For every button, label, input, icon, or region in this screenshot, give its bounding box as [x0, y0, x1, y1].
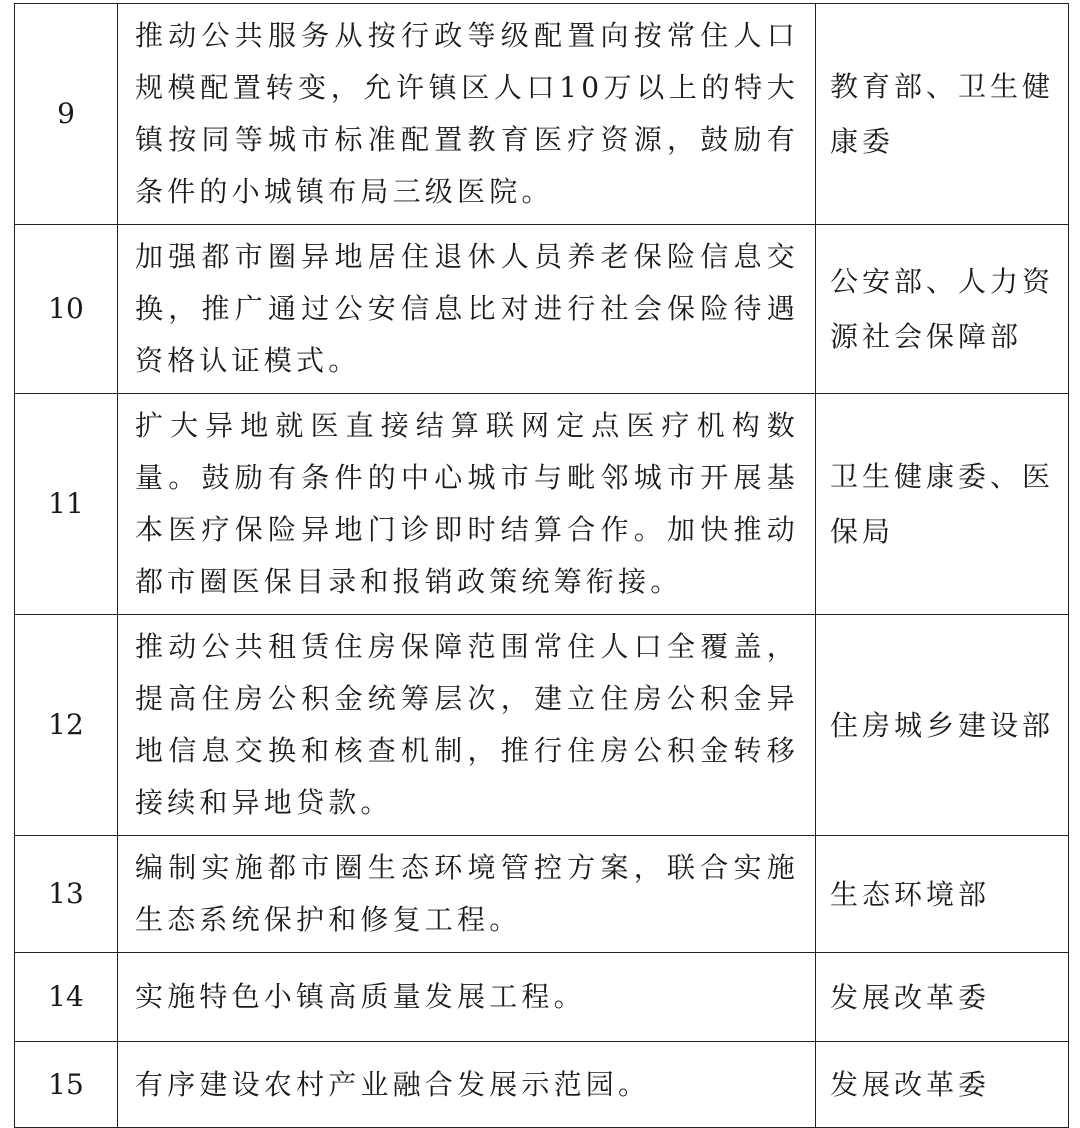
table-row — [15, 1042, 1069, 1128]
responsible-department: 生态环境部 — [816, 836, 1069, 953]
responsible-department: 公安部、人力资源社会保障部 — [816, 225, 1069, 394]
responsible-department: 发展改革委 — [816, 1042, 1069, 1128]
table-row — [15, 4, 1069, 225]
task-description: 扩大异地就医直接结算联网定点医疗机构数量。鼓励有条件的中心城市与毗邻城市开展基本医疗保险异地门诊即时结算合作。加快推动都市圈医保目录和报销政策统筹衔接。 — [118, 394, 816, 615]
table-row — [15, 225, 1069, 394]
table-row — [15, 836, 1069, 953]
table-row — [15, 394, 1069, 615]
task-description: 有序建设农村产业融合发展示范园。 — [118, 1042, 816, 1128]
task-table — [14, 3, 1069, 1128]
task-description: 推动公共服务从按行政等级配置向按常住人口规模配置转变，允许镇区人口10万以上的特大镇按同等城市标准配置教育医疗资源，鼓励有条件的小城镇布局三级医院。 — [118, 4, 816, 225]
table-row — [15, 953, 1069, 1042]
row-number: 10 — [15, 225, 118, 394]
task-description: 加强都市圈异地居住退休人员养老保险信息交换，推广通过公安信息比对进行社会保险待遇资格认证模式。 — [118, 225, 816, 394]
responsible-department: 教育部、卫生健康委 — [816, 4, 1069, 225]
row-number: 15 — [15, 1042, 118, 1128]
task-description: 编制实施都市圈生态环境管控方案，联合实施生态系统保护和修复工程。 — [118, 836, 816, 953]
task-description: 实施特色小镇高质量发展工程。 — [118, 953, 816, 1042]
responsible-department: 卫生健康委、医保局 — [816, 394, 1069, 615]
row-number: 13 — [15, 836, 118, 953]
row-number: 14 — [15, 953, 118, 1042]
table-row — [15, 615, 1069, 836]
responsible-department: 住房城乡建设部 — [816, 615, 1069, 836]
responsible-department: 发展改革委 — [816, 953, 1069, 1042]
row-number: 12 — [15, 615, 118, 836]
row-number: 11 — [15, 394, 118, 615]
task-description: 推动公共租赁住房保障范围常住人口全覆盖，提高住房公积金统筹层次，建立住房公积金异地信息交换和核查机制，推行住房公积金转移接续和异地贷款。 — [118, 615, 816, 836]
row-number: 9 — [15, 4, 118, 225]
